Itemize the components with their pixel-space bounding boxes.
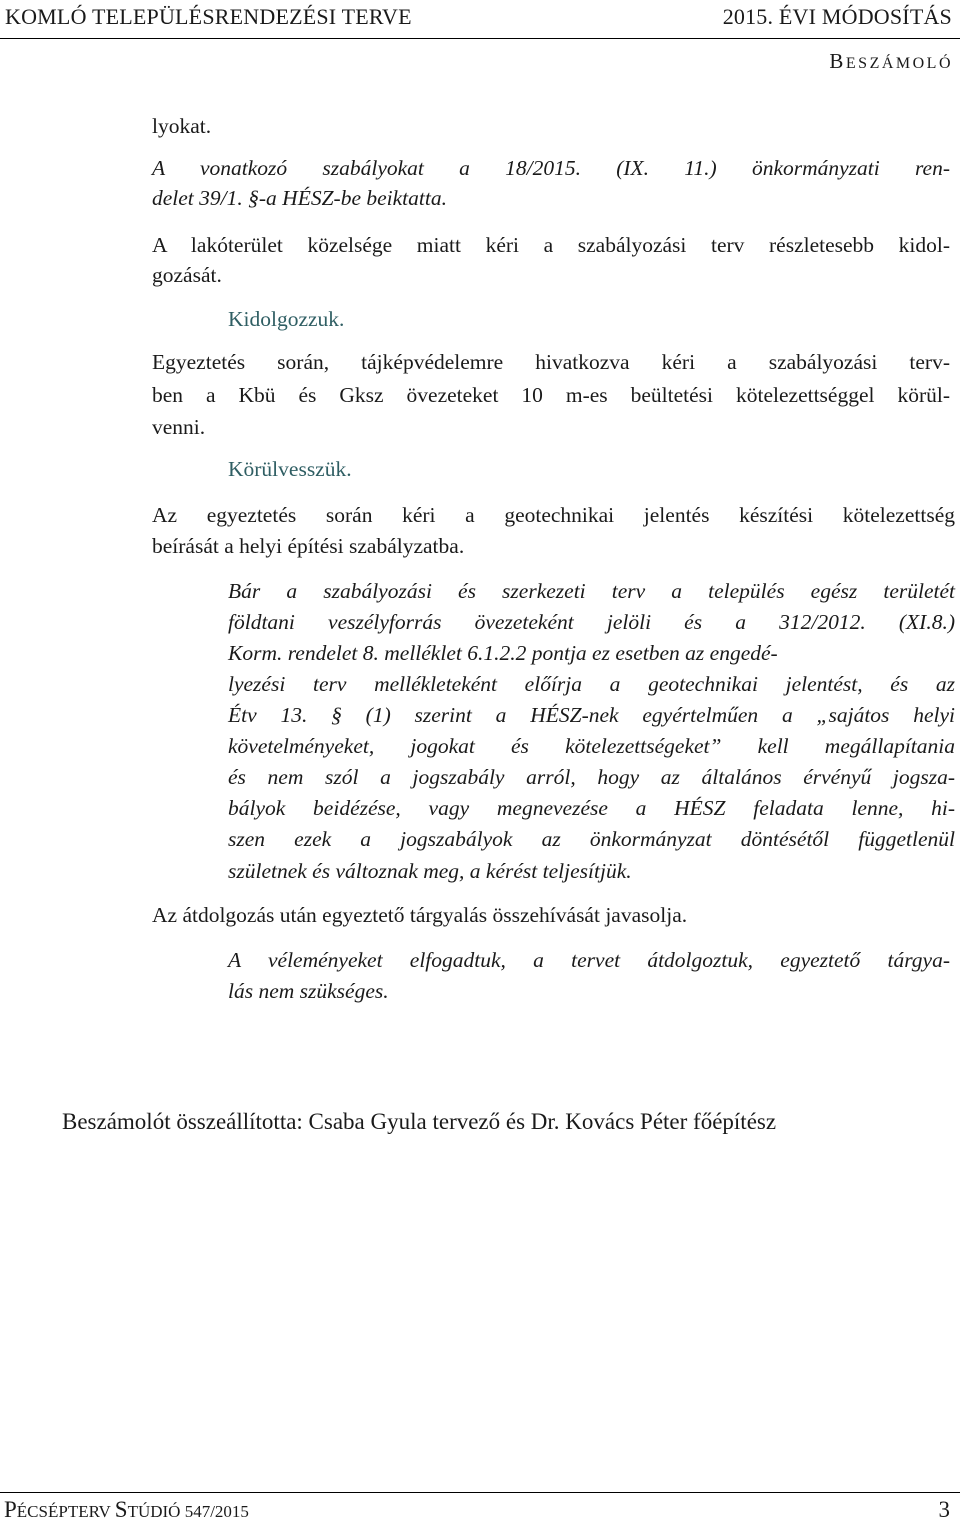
reply-line: lás nem szükséges.	[228, 979, 389, 1003]
text-line: lyokat.	[152, 114, 212, 138]
request-line: beírását a helyi építési szabályzatba.	[152, 534, 465, 558]
request-line: ben a Kbü és Gksz övezeteket 10 m-es beültetési kötelezettséggel körül-	[152, 383, 950, 407]
header-document-title: KOMLÓ TELEPÜLÉSRENDEZÉSI TERVE	[5, 4, 412, 29]
signature-line: Beszámolót összeállította: Csaba Gyula tervező és Dr. Kovács Péter főépítész	[62, 1109, 777, 1134]
reply-line: és nem szól a jogszabály arról, hogy az általános érvényű jogsza-	[228, 765, 955, 789]
request-line: gozását.	[152, 263, 222, 287]
footer-publisher: PÉCSÉPTERV STÚDIÓ 547/2015	[4, 1497, 249, 1522]
page-number: 3	[938, 1497, 950, 1522]
reply-line: lyezési terv mellékleteként előírja a geotechnikai jelentést, és az	[228, 672, 955, 696]
header-section-label: BESZÁMOLÓ	[829, 49, 953, 73]
footer-rule	[0, 1492, 960, 1493]
reply-line: Kidolgozzuk.	[228, 307, 345, 331]
request-line: A lakóterület közelsége miatt kéri a szabályozási terv részletesebb kidol-	[152, 233, 950, 257]
reply-line: bályok beidézése, vagy megnevezése a HÉSZ feladata lenne, hi-	[228, 796, 955, 820]
reply-line: A vonatkozó szabályokat a 18/2015. (IX. 11.) önkormányzati ren-	[152, 156, 950, 180]
reply-line: Körülvesszük.	[228, 457, 352, 481]
header-rule	[0, 38, 960, 39]
request-line: Az egyeztetés során kéri a geotechnikai jelentés készítési kötelezettség	[152, 503, 955, 527]
reply-line: delet 39/1. §-a HÉSZ-be beiktatta.	[152, 186, 447, 210]
reply-line: földtani veszélyforrás övezeteként jelöli és a 312/2012. (XI.8.)	[228, 610, 955, 634]
request-line: Az átdolgozás után egyeztető tárgyalás összehívását javasolja.	[152, 903, 688, 927]
reply-line: Korm. rendelet 8. melléklet 6.1.2.2 pontja ez esetben az engedé-	[228, 641, 778, 665]
reply-line: A véleményeket elfogadtuk, a tervet átdolgoztuk, egyeztető tárgya-	[228, 948, 950, 972]
reply-line: Étv 13. § (1) szerint a HÉSZ-nek egyértelműen a „sajátos helyi	[228, 703, 955, 727]
reply-line: követelményeket, jogokat és kötelezettségeket” kell megállapítania	[228, 734, 955, 758]
reply-line: szen ezek a jogszabályok az önkormányzat döntésétől függetlenül	[228, 827, 955, 851]
request-line: Egyeztetés során, tájképvédelemre hivatkozva kéri a szabályozási terv-	[152, 350, 950, 374]
reply-line: születnek és változnak meg, a kérést teljesítjük.	[228, 859, 632, 883]
request-line: venni.	[152, 415, 206, 439]
header-revision-title: 2015. ÉVI MÓDOSÍTÁS	[722, 4, 952, 29]
reply-line: Bár a szabályozási és szerkezeti terv a település egész területét	[228, 579, 955, 603]
